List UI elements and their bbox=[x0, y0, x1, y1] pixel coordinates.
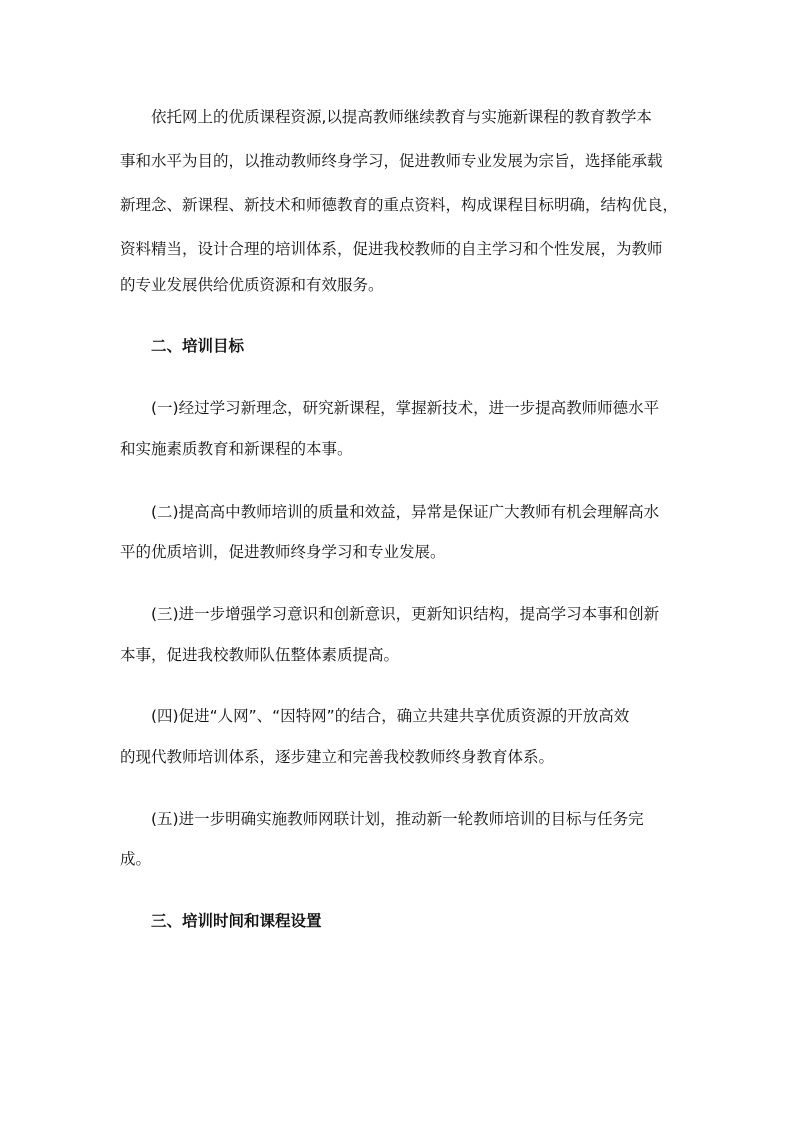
goal-1-line-1: (一)经过学习新理念，研究新课程，掌握新技术，进一步提高教师师德水平 bbox=[151, 399, 660, 417]
goal-4-line-2: 的现代教师培训体系，逐步建立和完善我校教师终身教育体系。 bbox=[120, 748, 555, 766]
intro-line-4: 资料精当，设计合理的培训体系，促进我校教师的自主学习和个性发展，为教师 bbox=[120, 240, 663, 258]
goal-3-line-1: (三)进一步增强学习意识和创新意识，更新知识结构，提高学习本事和创新 bbox=[151, 605, 660, 623]
goal-4-line-1: (四)促进“人网”、“因特网”的结合，确立共建共享优质资源的开放高效 bbox=[151, 707, 630, 725]
goal-2-line-2: 平的优质培训，促进教师终身学习和专业发展。 bbox=[120, 543, 446, 561]
section-heading-training-schedule: 三、培训时间和课程设置 bbox=[151, 912, 322, 930]
intro-line-3: 新理念、新课程、新技术和师德教育的重点资料，构成课程目标明确，结构优良， bbox=[120, 196, 679, 214]
intro-line-2: 事和水平为目的，以推动教师终身学习，促进教师专业发展为宗旨，选择能承载 bbox=[120, 152, 663, 170]
goal-5-line-1: (五)进一步明确实施教师网联计划，推动新一轮教师培训的目标与任务完 bbox=[151, 810, 644, 828]
section-heading-training-goals: 二、培训目标 bbox=[151, 337, 245, 355]
intro-line-1: 依托网上的优质课程资源,以提高教师继续教育与实施新课程的教育教学本 bbox=[151, 108, 652, 126]
goal-1-line-2: 和实施素质教育和新课程的本事。 bbox=[120, 440, 353, 458]
goal-2-line-1: (二)提高高中教师培训的质量和效益，异常是保证广大教师有机会理解高水 bbox=[151, 503, 660, 521]
goal-5-line-2: 成。 bbox=[120, 850, 152, 868]
goal-3-line-2: 本事，促进我校教师队伍整体素质提高。 bbox=[120, 646, 400, 664]
intro-line-5: 的专业发展供给优质资源和有效服务。 bbox=[120, 276, 384, 294]
